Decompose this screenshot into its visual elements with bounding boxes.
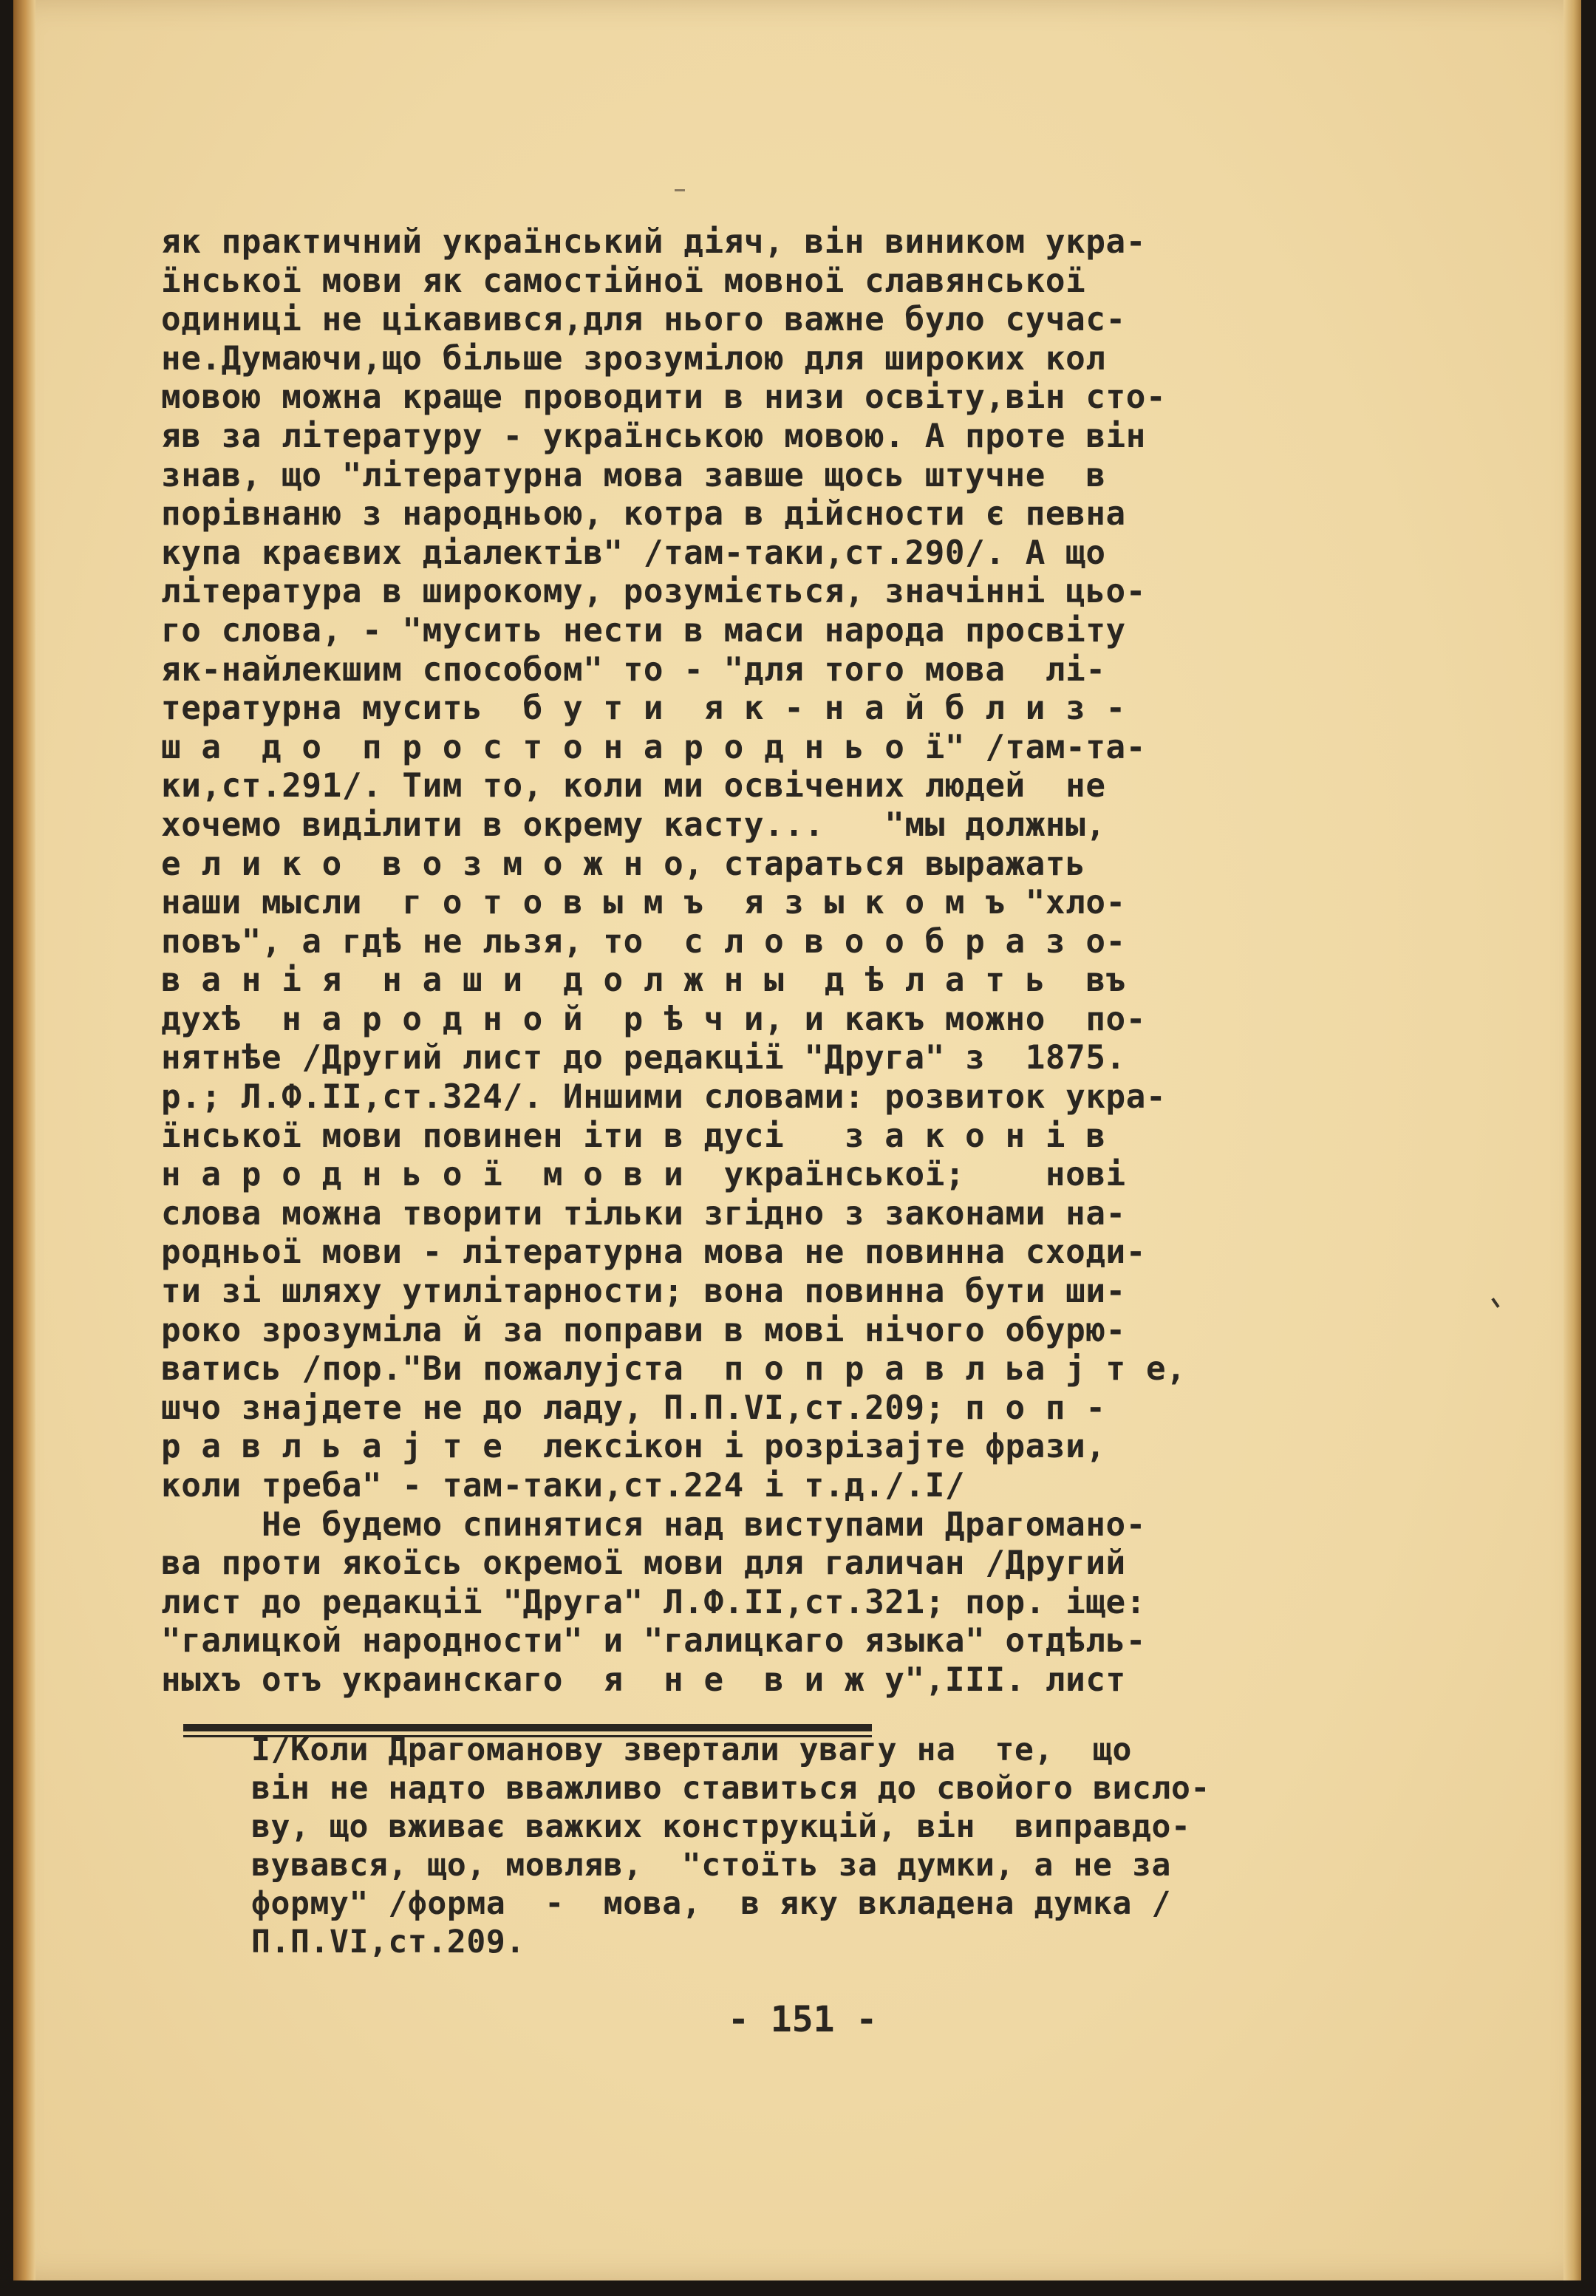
main-text: як практичний український діяч, він виником укра- їнської мови як самостійної мовної славянської одиниці не цікавився,для нього важне було сучас- не.Думаючи,що більше зрозумілою для широких кол мовою можна краще проводити в низи освіту,він сто- яв за літературу - українською мовою. А проте він знав, що "літературна мова завше щось штучне в порівнаню з народньою, котра в дійсности є певна купа краєвих діалектів" /там-таки,ст.290/. А що література в широкому, розуміється, значінні цьо- го слова, - "мусить нести в маси народа просвіту як-найлекшим способом" то - "для того мова лі- тературна мусить б у т и я к - н а й б л и з - ш а д о п р о с т о н а р о д н ь о ї" /там-та- ки,ст.291/. Тим то, коли ми освічених людей не хочемо виділити в окрему касту... "мы должны, е л и к о в о з м о ж н о, стараться выражать наши мысли г о т о в ы м ъ я з ы к о м ъ "хло- повъ", а гдѣ не льзя, то с л о в о о б р а з о- в а н і я н а ш и д о л ж н ы д ѣ л а т ь въ духѣ н а р о д н о й р ѣ ч и, и какъ можно по- нятнѣе /Другий лист до редакції "Друга" з 1875. р.; Л.Ф.II,ст.324/. Иншими словами: розвиток укра- їнської мови повинен іти в дусі з а к о н і в н а р о д н ь о ї м о в и української; нові слова можна творити тільки згідно з законами на- родньої мови - літературна мова не повинна сходи- ти зі шляху утилітарности; вона повинна бути ши- роко зрозуміла й за поправи в мові нічого обурю- ватись /пор."Ви пожалујста п о п р а в л ьа ј т е, шчо знајдете не до ладу, П.П.VI,ст.209; п о п - р а в л ь а ј т е лексікон і розрізајте фрази, коли треба" - там-таки,ст.224 і т.д./.І/ Не будемо спинятися над виступами Драгоманo- ва проти якоїсь окремої мови для галичан /Другий лист до редакції "Друга" Л.Ф.II,ст.321; пор. іще: "галицкой народности" и "галицкаго языка" отдѣль- ныхъ отъ украинскаго я н е в и ж у",III. лист [161,223,1187,1699]
book-spine-shadow [13,0,35,2280]
page-edge-shadow [1563,0,1581,2280]
footnote-text: І/Коли Драгоманову звертали увагу на те, що він не надто вважливо ставиться до свойого вислo- ву, що вживає важких конструкцій, він виправдо- вувався, що, мовляв, "стоїть за думки, а не за форму" /форма - мова, в яку вкладена думка / П.П.VI,ст.209. [251,1731,1210,1961]
page-mark [675,189,685,191]
scan-border [0,2280,1596,2296]
page-number: - 151 - [728,1999,878,2040]
